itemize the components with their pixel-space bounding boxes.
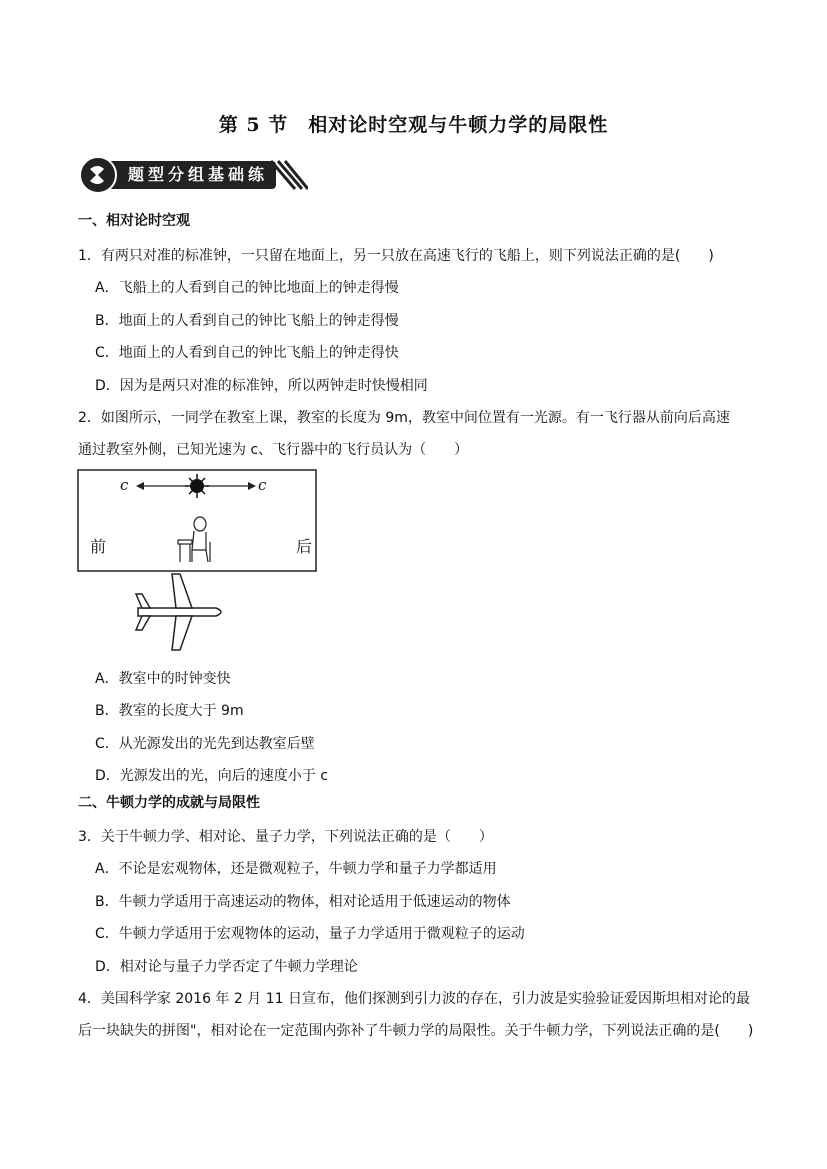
q3-option-a: A．不论是宏观物体，还是微观粒子，牛顿力学和量子力学都适用	[95, 861, 497, 877]
q2-option-d: D．光源发出的光，向后的速度小于 c	[95, 768, 328, 784]
question-1-stem: 1．有两只对准的标准钟，一只留在地面上，另一只放在高速飞行的飞船上，则下列说法正确的是( )	[78, 248, 714, 264]
banner-label: 题型分组基础练	[128, 165, 269, 184]
light-speed-right-label: c	[258, 476, 267, 494]
q1-option-b: B．地面上的人看到自己的钟比飞船上的钟走得慢	[95, 313, 399, 329]
back-label: 后	[296, 537, 313, 556]
question-3-stem: 3．关于牛顿力学、相对论、量子力学，下列说法正确的是（ ）	[78, 829, 493, 845]
question-2-stem-line2: 通过教室外侧，已知光速为 c、飞行器中的飞行员认为（ ）	[78, 442, 469, 458]
q3-option-c: C．牛顿力学适用于宏观物体的运动，量子力学适用于微观粒子的运动	[95, 926, 525, 942]
student-icon	[178, 517, 210, 562]
question-2-stem-line1: 2．如图所示，一同学在教室上课，教室的长度为 9m，教室中间位置有一光源。有一飞行器从前向后高速	[78, 410, 730, 426]
q2-option-a: A．教室中的时钟变快	[95, 671, 231, 687]
light-source-icon	[185, 474, 209, 498]
airplane-icon	[136, 574, 221, 650]
classroom-figure	[76, 468, 320, 658]
page-title: 第 5 节 相对论时空观与牛顿力学的局限性	[218, 114, 609, 136]
question-4-stem-line1: 4．美国科学家 2016 年 2 月 11 日宣布，他们探测到引力波的存在，引力波是实验验证爱因斯坦相对论的最	[78, 991, 750, 1007]
front-label: 前	[90, 537, 107, 556]
light-speed-left-label: c	[120, 476, 129, 494]
q3-option-b: B．牛顿力学适用于高速运动的物体，相对论适用于低速运动的物体	[95, 894, 511, 910]
q2-option-b: B．教室的长度大于 9m	[95, 703, 244, 719]
question-4-stem-line2: 后一块缺失的拼图"，相对论在一定范围内弥补了牛顿力学的局限性。关于牛顿力学，下列说法正确的是( )	[78, 1023, 754, 1039]
q3-option-d: D．相对论与量子力学否定了牛顿力学理论	[95, 959, 358, 975]
section-heading-1: 一、相对论时空观	[78, 213, 190, 229]
q1-option-a: A．飞船上的人看到自己的钟比地面上的钟走得慢	[95, 280, 399, 296]
q2-option-c: C．从光源发出的光先到达教室后壁	[95, 736, 315, 752]
section-heading-2: 二、牛顿力学的成就与局限性	[78, 795, 260, 811]
q1-option-c: C．地面上的人看到自己的钟比飞船上的钟走得快	[95, 345, 399, 361]
q1-option-d: D．因为是两只对准的标准钟，所以两钟走时快慢相同	[95, 378, 428, 394]
